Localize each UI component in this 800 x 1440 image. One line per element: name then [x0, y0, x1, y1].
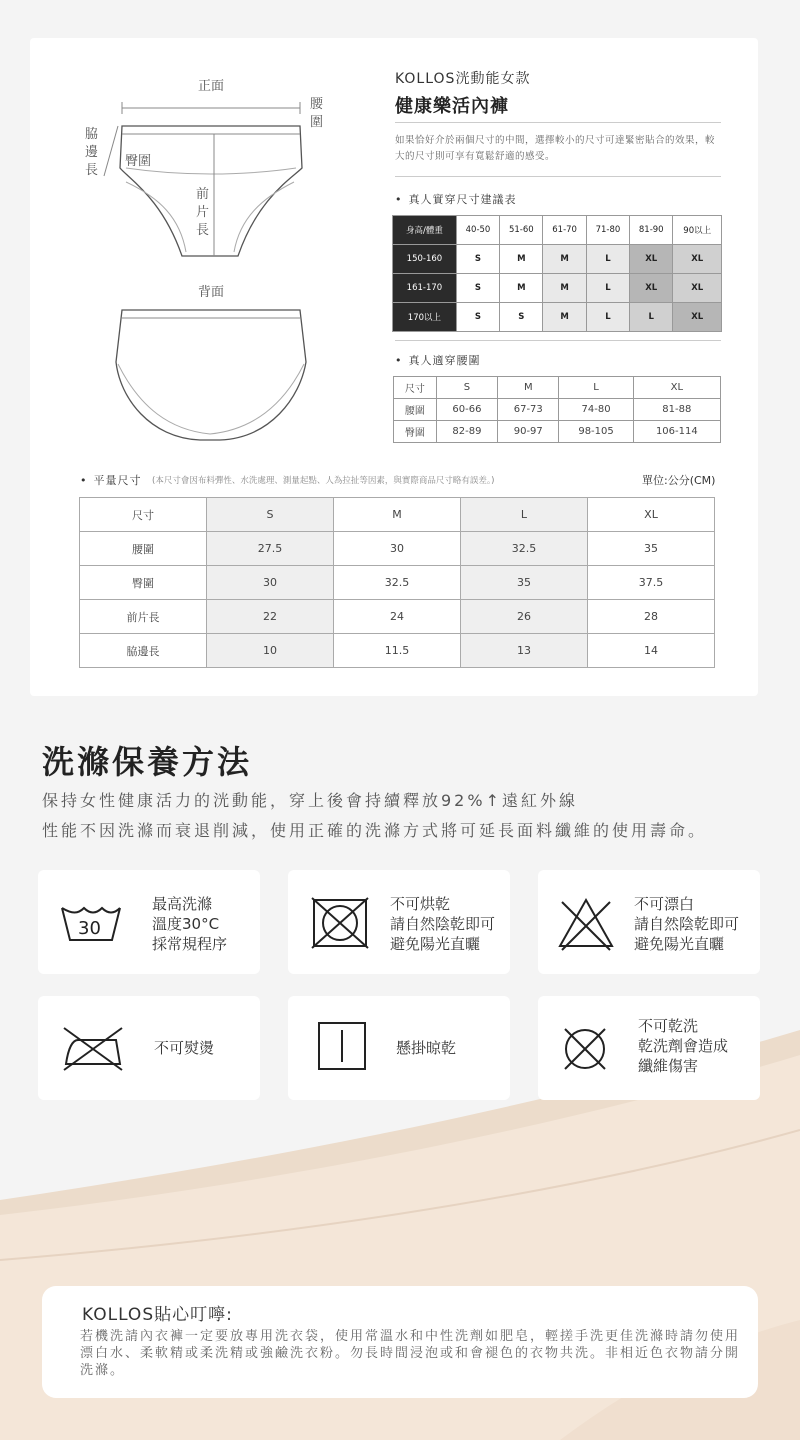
flat-cell: 脇邊長 [80, 634, 207, 668]
flat-cell: 26 [461, 600, 588, 634]
svg-text:長: 長 [196, 223, 210, 238]
care-line-1: 保持女性健康活力的洸動能，穿上後會持續釋放92%↑遠紅外線 [42, 791, 578, 810]
flat-cell: 27.5 [207, 532, 334, 566]
flat-cell: 30 [334, 532, 461, 566]
fit-cell: XL [630, 274, 673, 303]
fit-cell: M [543, 303, 586, 332]
no-tumble-dry-icon [310, 896, 370, 950]
fit-cell: L [586, 274, 629, 303]
waist-cell: 106-114 [633, 421, 720, 443]
divider [395, 122, 721, 123]
fit-row-label: 170以上 [393, 303, 457, 332]
brand-title: KOLLOS洸動能女款 [395, 71, 531, 87]
care-card-iron [38, 996, 260, 1100]
fit-cell: S [456, 274, 499, 303]
care-text: 不可熨燙 [154, 1039, 215, 1057]
flat-cell: 13 [461, 634, 588, 668]
no-dry-clean-icon [560, 1024, 610, 1074]
fit-col: 51-60 [500, 216, 543, 245]
fit-table-title: • 真人實穿尺寸建議表 [395, 191, 517, 207]
fit-cell: M [543, 245, 586, 274]
care-text: 最高洗滌 溫度30°C 採常規程序 [152, 895, 228, 953]
wash-30-icon [58, 900, 124, 944]
waist-head: S [436, 377, 497, 399]
care-text: 不可烘乾 請自然陰乾即可 避免陽光直曬 [390, 895, 496, 953]
waist-table-title: • 真人適穿腰圍 [395, 352, 481, 368]
care-text: 不可漂白 請自然陰乾即可 避免陽光直曬 [634, 895, 740, 953]
fit-cell: XL [673, 274, 722, 303]
fit-cell: M [500, 245, 543, 274]
fit-cell: L [586, 245, 629, 274]
svg-text:腰: 腰 [310, 97, 324, 112]
care-card-tumble [288, 870, 510, 974]
flat-cell: 28 [588, 600, 715, 634]
waist-cell: 82-89 [436, 421, 497, 443]
fit-cell: M [543, 274, 586, 303]
flat-table-title: • 平量尺寸 [80, 472, 142, 488]
svg-text:30: 30 [78, 918, 101, 939]
care-card-dry-clean [538, 996, 760, 1100]
flat-cell: 14 [588, 634, 715, 668]
flat-cell: 11.5 [334, 634, 461, 668]
care-card-wash [38, 870, 260, 974]
svg-text:圍: 圍 [310, 115, 324, 130]
flat-cell: 22 [207, 600, 334, 634]
fit-col: 40-50 [456, 216, 499, 245]
underwear-diagram [30, 38, 370, 488]
back-label: 背面 [198, 285, 225, 300]
fit-cell: L [630, 303, 673, 332]
care-line-2: 性能不因洗滌而衰退削減，使用正確的洗滌方式將可延長面料纖維的使用壽命。 [42, 821, 708, 840]
fit-col: 90以上 [673, 216, 722, 245]
svg-text:長: 長 [85, 163, 99, 178]
unit-label: 單位:公分(CM) [642, 474, 716, 487]
waist-cell: 腰圍 [394, 399, 437, 421]
waist-table [393, 376, 721, 443]
flat-head: S [207, 498, 334, 532]
line-dry-icon [316, 1020, 368, 1072]
fit-col: 61-70 [543, 216, 586, 245]
flat-cell: 35 [588, 532, 715, 566]
flat-table [79, 497, 715, 668]
care-title: 洗滌保養方法 [42, 743, 253, 781]
svg-text:邊: 邊 [85, 145, 99, 160]
no-bleach-icon [556, 896, 616, 952]
waist-cell: 81-88 [633, 399, 720, 421]
flat-cell: 臀圍 [80, 566, 207, 600]
svg-text:前: 前 [196, 187, 210, 202]
waist-head: 尺寸 [394, 377, 437, 399]
fit-cell: XL [630, 245, 673, 274]
flat-table-note: (本尺寸會因布料彈性、水洗處理、測量起點、人為拉扯等因素，與實際商品尺寸略有誤差。) [152, 476, 495, 486]
care-text: 不可乾洗 乾洗劑會造成 纖維傷害 [638, 1017, 729, 1075]
flat-cell: 前片長 [80, 600, 207, 634]
fit-row-label: 161-170 [393, 274, 457, 303]
fit-cell: L [586, 303, 629, 332]
flat-cell: 32.5 [461, 532, 588, 566]
waist-head: M [498, 377, 559, 399]
flat-cell: 24 [334, 600, 461, 634]
tip-card [42, 1286, 758, 1398]
fit-cell: M [500, 274, 543, 303]
waist-cell: 74-80 [559, 399, 633, 421]
waist-cell: 98-105 [559, 421, 633, 443]
svg-text:片: 片 [196, 205, 210, 220]
care-text: 懸掛晾乾 [396, 1039, 457, 1057]
fit-note: 如果恰好介於兩個尺寸的中間，選擇較小的尺寸可達緊密貼合的效果，較大的尺寸則可享有寬鬆舒適的感受。 [395, 135, 716, 162]
fit-table [392, 215, 722, 332]
tip-body: 若機洗請內衣褲一定要放專用洗衣袋，使用常溫水和中性洗劑如肥皂，輕搓手洗更佳洗滌時請勿使用漂白水、柔軟精或柔洗精或強鹼洗衣粉。勿長時間浸泡或和會褪色的衣物共洗。非相近色衣物請分開洗滌。 [80, 1329, 741, 1378]
waist-cell: 67-73 [498, 399, 559, 421]
waist-cell: 90-97 [498, 421, 559, 443]
fit-cell: S [456, 245, 499, 274]
flat-head: XL [588, 498, 715, 532]
fit-cell: S [456, 303, 499, 332]
waist-cell: 60-66 [436, 399, 497, 421]
flat-cell: 35 [461, 566, 588, 600]
fit-row-label: 150-160 [393, 245, 457, 274]
fit-cell: XL [673, 303, 722, 332]
fit-col: 71-80 [586, 216, 629, 245]
fit-corner: 身高/體重 [393, 216, 457, 245]
fit-col: 81-90 [630, 216, 673, 245]
flat-cell: 30 [207, 566, 334, 600]
flat-cell: 37.5 [588, 566, 715, 600]
divider [395, 176, 721, 177]
flat-cell: 腰圍 [80, 532, 207, 566]
size-chart-card [30, 38, 758, 696]
fit-cell: S [500, 303, 543, 332]
no-iron-icon [60, 1024, 126, 1072]
waist-cell: 臀圍 [394, 421, 437, 443]
flat-cell: 32.5 [334, 566, 461, 600]
waist-head: XL [633, 377, 720, 399]
tip-title: KOLLOS貼心叮嚀: [82, 1305, 233, 1325]
fit-cell: XL [673, 245, 722, 274]
flat-head: L [461, 498, 588, 532]
divider [395, 340, 721, 341]
flat-head: 尺寸 [80, 498, 207, 532]
product-title: 健康樂活內褲 [395, 96, 509, 117]
care-card-line-dry [288, 996, 510, 1100]
waist-head: L [559, 377, 633, 399]
svg-text:脇: 脇 [85, 127, 99, 142]
care-card-bleach [538, 870, 760, 974]
hip-label: 臀圍 [125, 154, 152, 169]
flat-cell: 10 [207, 634, 334, 668]
flat-head: M [334, 498, 461, 532]
front-label: 正面 [198, 79, 225, 94]
